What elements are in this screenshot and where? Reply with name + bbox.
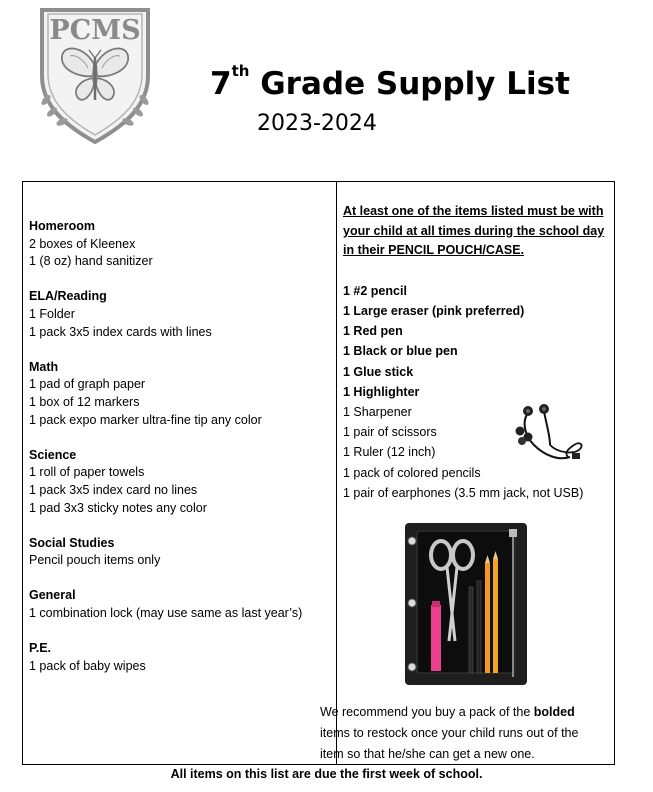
column-divider	[336, 182, 337, 764]
restock-note	[320, 702, 592, 765]
pouch-item: 1 Ruler (12 inch)	[343, 445, 436, 460]
section-general	[29, 587, 329, 622]
section-title: Social Studies	[29, 535, 115, 550]
school-year: 2023-2024	[257, 111, 377, 136]
restock-note-text-end: items to restock once your child runs out of the item so that he/she can get a new one.	[320, 726, 579, 761]
list-item: 1 roll of paper towels	[29, 465, 145, 480]
title-text: Grade Supply List	[249, 66, 570, 102]
pencil-pouch-image	[403, 521, 529, 687]
restock-note-text: We recommend you buy a pack of the	[320, 705, 534, 719]
section-title: P.E.	[29, 641, 52, 656]
list-item: 1 (8 oz) hand sanitizer	[29, 254, 153, 269]
list-item: 1 Folder	[29, 306, 75, 321]
list-item: 1 pad of graph paper	[29, 377, 146, 392]
pouch-item: 1 Large eraser (pink preferred)	[343, 303, 525, 318]
title-grade: 7	[210, 66, 232, 102]
list-item: 1 pack expo marker ultra-fine tip any color	[29, 412, 262, 427]
pouch-item: 1 Red pen	[343, 324, 403, 339]
pouch-item: 1 #2 pencil	[343, 283, 407, 298]
list-item: 2 boxes of Kleenex	[29, 236, 136, 251]
section-math	[29, 359, 329, 429]
section-title: ELA/Reading	[29, 289, 107, 304]
page-title	[210, 62, 570, 102]
list-item: 1 box of 12 markers	[29, 394, 140, 409]
subject-list	[29, 218, 329, 693]
list-item: 1 pack 3x5 index card no lines	[29, 482, 198, 497]
list-item: 1 pack of baby wipes	[29, 658, 146, 673]
section-homeroom	[29, 218, 329, 271]
footer-note: All items on this list are due the first week of school.	[170, 767, 483, 781]
pouch-item: 1 pair of earphones (3.5 mm jack, not USB)	[343, 485, 584, 500]
list-item: 1 combination lock (may use same as last year’s)	[29, 606, 303, 621]
list-item: 1 pad 3x3 sticky notes any color	[29, 500, 207, 515]
section-pe	[29, 640, 329, 675]
pouch-item: 1 Sharpener	[343, 405, 412, 419]
earphones-icon	[488, 401, 588, 467]
earphones-image	[488, 401, 588, 467]
logo-text: PCMS	[49, 15, 141, 46]
list-item: Pencil pouch items only	[29, 553, 161, 568]
section-title: Science	[29, 447, 77, 462]
butterfly-icon	[36, 6, 154, 146]
school-logo	[36, 6, 154, 146]
list-item: 1 pack 3x5 index cards with lines	[29, 324, 212, 339]
section-social-studies	[29, 535, 329, 570]
pouch-item: 1 Glue stick	[343, 364, 414, 379]
section-ela-reading	[29, 288, 329, 341]
title-superscript: th	[231, 62, 250, 80]
section-title: General	[29, 588, 76, 603]
section-science	[29, 447, 329, 517]
pouch-item: 1 Highlighter	[343, 384, 420, 399]
pouch-item: 1 pack of colored pencils	[343, 465, 481, 480]
section-title: Math	[29, 359, 59, 374]
pouch-item: 1 pair of scissors	[343, 425, 437, 440]
pouch-notice: At least one of the items listed must be with your child at all times during the school day in their PENCIL POUCH/CASE.	[343, 204, 605, 258]
pouch-item: 1 Black or blue pen	[343, 344, 458, 359]
restock-note-bold: bolded	[533, 705, 575, 719]
section-title: Homeroom	[29, 219, 95, 233]
pencil-pouch-icon	[403, 521, 529, 687]
